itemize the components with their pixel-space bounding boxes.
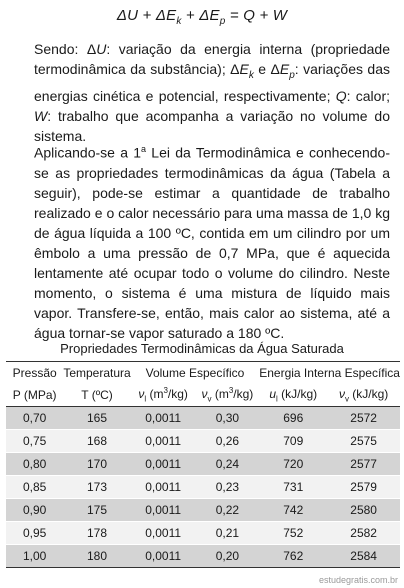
variable-e: E xyxy=(239,61,249,77)
problem-paragraph xyxy=(34,139,390,343)
cell-ul: 731 xyxy=(259,476,327,499)
subscript: v xyxy=(207,394,212,404)
table-subheader-row xyxy=(6,384,400,407)
cell-vl: 0,0011 xyxy=(131,522,196,545)
cell-vl: 0,0011 xyxy=(131,407,196,430)
unit: (m xyxy=(211,387,229,402)
plus-sign: + xyxy=(138,7,156,24)
cell-uv: 2580 xyxy=(327,499,400,522)
header-pressure: Pressão xyxy=(6,362,63,385)
superscript: 3 xyxy=(228,386,234,396)
cell-pressure: 0,70 xyxy=(6,407,63,430)
table-row xyxy=(6,407,400,430)
subheader-vv xyxy=(196,384,260,407)
kinetic-subscript: k xyxy=(176,16,182,27)
cell-temperature: 178 xyxy=(63,522,130,545)
watermark: estudegratis.com.br xyxy=(318,575,398,585)
cell-vv: 0,30 xyxy=(196,407,260,430)
text-run: : variações das energias cinética e potencial, respectivamente; xyxy=(34,61,390,104)
text-run: : calor; xyxy=(346,87,390,104)
text-run: : variação da energia interna (propriedade termodinâmica da substância); Δ xyxy=(34,41,390,77)
variable-u: U xyxy=(96,41,107,57)
plus-sign: + xyxy=(181,7,200,24)
variable-e: E xyxy=(279,61,290,77)
subscript-p: p xyxy=(289,69,295,81)
table-row xyxy=(6,522,400,545)
delta-symbol: Δ xyxy=(116,7,128,24)
delta-symbol: Δ xyxy=(199,7,210,24)
cell-vv: 0,22 xyxy=(196,499,260,522)
subscript: l xyxy=(144,394,147,404)
cell-vl: 0,0011 xyxy=(131,545,196,568)
table-header-row xyxy=(6,362,400,385)
cell-uv: 2584 xyxy=(327,545,400,568)
unit: (m xyxy=(146,387,164,402)
cell-pressure: 0,80 xyxy=(6,453,63,476)
cell-temperature: 175 xyxy=(63,499,130,522)
unit: /kg) xyxy=(233,387,254,402)
text-run: Aplicando-se a 1 xyxy=(34,144,142,161)
unit: (kJ/kg) xyxy=(277,386,318,401)
cell-ul: 720 xyxy=(259,453,327,476)
cell-temperature: 180 xyxy=(63,545,130,568)
internal-energy-symbol: U xyxy=(127,7,139,24)
table-title: Propriedades Termodinâmicas da Água Saturada xyxy=(60,341,344,356)
table-row xyxy=(6,476,400,499)
text-run: e Δ xyxy=(253,61,280,77)
subscript-k: k xyxy=(248,69,254,81)
table-row xyxy=(6,453,400,476)
cell-uv: 2575 xyxy=(327,430,400,453)
cell-vv: 0,21 xyxy=(196,522,260,545)
cell-vv: 0,20 xyxy=(196,545,260,568)
cell-ul: 762 xyxy=(259,545,327,568)
nu-symbol: ν xyxy=(138,387,145,402)
cell-temperature: 168 xyxy=(63,430,130,453)
subheader-temperature: T (ºC) xyxy=(63,384,130,407)
cell-ul: 696 xyxy=(259,407,327,430)
variable-q: Q xyxy=(335,87,347,104)
text-run: : trabalho que acompanha a variação no volume do sistema. xyxy=(34,107,390,144)
cell-pressure: 1,00 xyxy=(6,545,63,568)
ordinal-superscript: a xyxy=(141,144,147,154)
cell-uv: 2579 xyxy=(327,476,400,499)
unit: (kJ/kg) xyxy=(348,386,389,401)
text-run: Lei da Termodinâmica e conhecendo-se as propriedades termodinâmicas da água (Tabela a seguir), pode-se estimar a quantidade de trabalho realizado e o calor necessário para uma massa de 1,0 kg de água líquida a 100 ºC, contida em um cilindro por um êmbolo a uma pressão de 0,7 MPa, que é aquecida lentamente até ocupar todo o volume do cilindro. Neste momento, o sistema é uma mistura de líquido mais vapor. Transfere-se, então, mais calor ao sistema, até a água tornar-se vapor saturado a 180 ºC. xyxy=(34,144,390,341)
cell-uv: 2582 xyxy=(327,522,400,545)
cell-vl: 0,0011 xyxy=(131,476,196,499)
cell-vl: 0,0011 xyxy=(131,499,196,522)
subscript: v xyxy=(344,394,349,404)
cell-ul: 742 xyxy=(259,499,327,522)
definitions-paragraph xyxy=(34,39,390,146)
cell-pressure: 0,85 xyxy=(6,476,63,499)
cell-uv: 2572 xyxy=(327,407,400,430)
nu-symbol: ν xyxy=(201,387,208,402)
delta-symbol: Δ xyxy=(155,7,167,24)
equation-rhs: = Q + W xyxy=(225,7,288,24)
nu-symbol: ν xyxy=(338,386,345,401)
potential-subscript: p xyxy=(219,16,226,27)
cell-temperature: 165 xyxy=(63,407,130,430)
header-specific-volume: Volume Específico xyxy=(131,362,260,385)
header-temperature: Temperatura xyxy=(63,362,130,385)
subscript: l xyxy=(276,394,278,404)
cell-vv: 0,24 xyxy=(196,453,260,476)
cell-ul: 709 xyxy=(259,430,327,453)
unit: /kg) xyxy=(167,387,188,402)
cell-pressure: 0,90 xyxy=(6,499,63,522)
cell-ul: 752 xyxy=(259,522,327,545)
subheader-pressure: P (MPa) xyxy=(6,384,63,407)
cell-uv: 2577 xyxy=(327,453,400,476)
subheader-ul xyxy=(259,384,327,407)
table-row xyxy=(6,545,400,568)
cell-vl: 0,0011 xyxy=(131,430,196,453)
text-run: Sendo: Δ xyxy=(34,41,97,57)
u-symbol: u xyxy=(269,386,277,401)
subheader-vl xyxy=(131,384,196,407)
kinetic-energy-symbol: E xyxy=(166,7,177,24)
cell-pressure: 0,75 xyxy=(6,430,63,453)
cell-temperature: 173 xyxy=(63,476,130,499)
water-properties-table xyxy=(6,361,400,568)
subheader-uv xyxy=(327,384,400,407)
equation xyxy=(0,7,404,27)
table-row xyxy=(6,499,400,522)
potential-energy-symbol: E xyxy=(209,7,220,24)
cell-vl: 0,0011 xyxy=(131,453,196,476)
header-internal-energy: Energia Interna Específica xyxy=(259,362,400,385)
table-row xyxy=(6,430,400,453)
cell-vv: 0,23 xyxy=(196,476,260,499)
superscript: 3 xyxy=(163,386,168,396)
cell-temperature: 170 xyxy=(63,453,130,476)
cell-vv: 0,26 xyxy=(196,430,260,453)
cell-pressure: 0,95 xyxy=(6,522,63,545)
variable-w: W xyxy=(34,107,48,124)
